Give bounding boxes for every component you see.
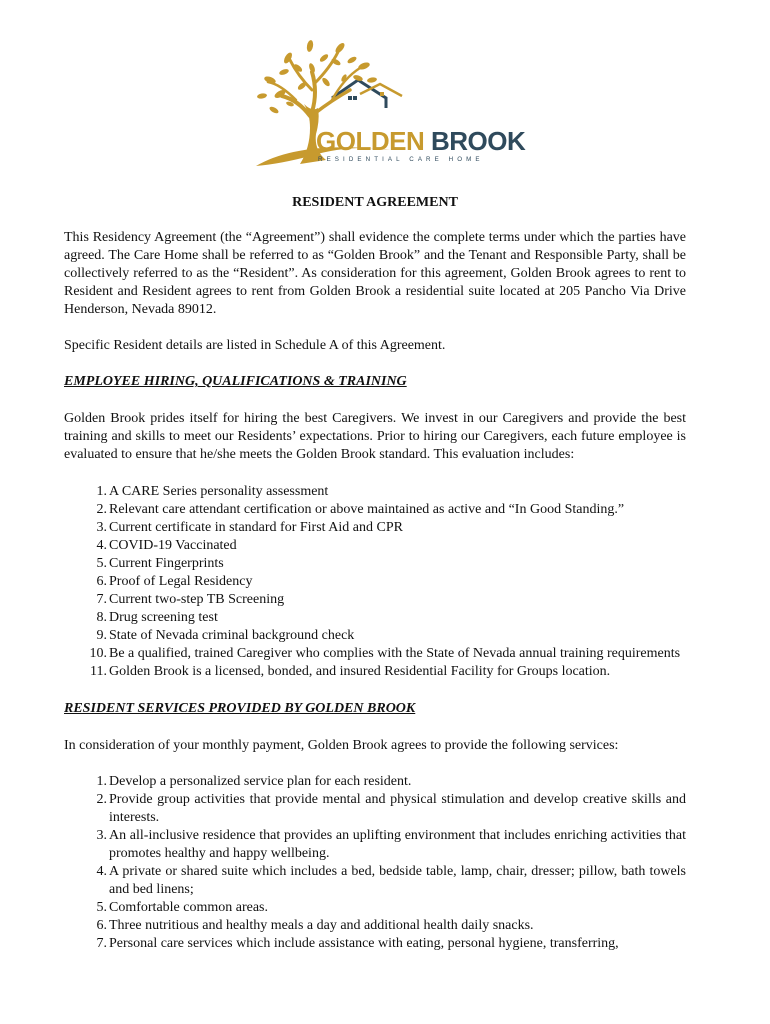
list-item-number: 8.: [96, 610, 107, 625]
brand-name: [316, 126, 525, 157]
list-item-number: 5.: [96, 556, 107, 571]
list-item: [64, 827, 686, 863]
list-item: [64, 591, 686, 609]
list-item: [64, 555, 686, 573]
list-item: [64, 519, 686, 537]
list-item-text: Current two-step TB Screening: [109, 592, 285, 607]
list-item: [64, 917, 686, 935]
list-item: [64, 863, 686, 899]
brand-tagline: RESIDENTIAL CARE HOME: [318, 156, 484, 163]
brand-name-navy: BROOK: [424, 126, 526, 156]
list-item-number: 4.: [96, 538, 107, 553]
list-item: [64, 645, 686, 663]
list-item-text: Be a qualified, trained Caregiver who complies with the State of Nevada annual training requirements: [109, 646, 681, 661]
list-item-text: Personal care services which include assistance with eating, personal hygiene, transferring,: [109, 936, 619, 951]
list-item-number: 5.: [96, 900, 107, 915]
list-item-number: 9.: [96, 628, 107, 643]
list-item-number: 6.: [96, 918, 107, 933]
list-item: [64, 935, 686, 953]
list-item-text: State of Nevada criminal background check: [109, 628, 355, 643]
list-item: [64, 773, 686, 791]
list-item-text: COVID-19 Vaccinated: [109, 538, 237, 553]
list-item: [64, 609, 686, 627]
services-paragraph: In consideration of your monthly payment, Golden Brook agrees to provide the following services:: [64, 738, 619, 753]
list-item-text: Relevant care attendant certification or above maintained as active and “In Good Standing.”: [109, 502, 625, 517]
list-item-text: Drug screening test: [109, 610, 218, 625]
list-item: [64, 899, 686, 917]
agreement-document: [64, 192, 686, 953]
list-item-number: 10.: [89, 646, 107, 661]
list-item-number: 7.: [96, 592, 107, 607]
list-item-text: Current Fingerprints: [109, 556, 224, 571]
hiring-paragraph: Golden Brook prides itself for hiring the best Caregivers. We invest in our Caregivers and provide the best training and skills to meet our Residents’ expectations. Prior to hiring our Caregivers, each future employee is evaluated to ensure that he/she meets the Golden Brook standard. This evaluation includes:: [64, 411, 686, 462]
schedule-paragraph: Specific Resident details are listed in Schedule A of this Agreement.: [64, 338, 446, 353]
list-item-text: Current certificate in standard for First Aid and CPR: [109, 520, 403, 535]
list-item-text: Comfortable common areas.: [109, 900, 269, 915]
list-item: [64, 537, 686, 555]
list-item: [64, 573, 686, 591]
list-item-number: 7.: [96, 936, 107, 951]
list-item-number: 4.: [96, 864, 107, 879]
list-item-number: 6.: [96, 574, 107, 589]
evaluation-list: [64, 483, 686, 681]
list-item-text: Develop a personalized service plan for each resident.: [109, 774, 412, 789]
list-item: [64, 501, 686, 519]
list-item-number: 3.: [96, 828, 107, 843]
list-item-number: 3.: [96, 520, 107, 535]
golden-brook-logo: [240, 38, 526, 178]
list-item-text: Three nutritious and healthy meals a day and additional health daily snacks.: [109, 918, 534, 933]
list-item-text: Golden Brook is a licensed, bonded, and insured Residential Facility for Groups location.: [109, 664, 611, 679]
list-item: [64, 791, 686, 827]
list-item-number: 1.: [96, 774, 107, 789]
services-list: [64, 773, 686, 953]
section-heading-services: RESIDENT SERVICES PROVIDED BY GOLDEN BROOK: [64, 701, 416, 716]
list-item: [64, 483, 686, 501]
list-item-text: A private or shared suite which includes a bed, bedside table, lamp, chair, dresser; pillow, bath towels and bed linens;: [109, 864, 686, 897]
list-item-text: Provide group activities that provide mental and physical stimulation and develop creative skills and interests.: [109, 792, 686, 825]
document-title: RESIDENT AGREEMENT: [292, 195, 458, 210]
list-item-text: A CARE Series personality assessment: [109, 484, 329, 499]
intro-paragraph: This Residency Agreement (the “Agreement”) shall evidence the complete terms under which the parties have agreed. The Care Home shall be referred to as “Golden Brook” and the Tenant and Responsible Party, shall be collectively referred to as the “Resident”. As consideration for this agreement, Golden Brook agrees to rent to Resident and Resident agrees to rent from Golden Brook a residential suite located at 205 Pancho Via Drive Henderson, Nevada 89012.: [64, 230, 686, 317]
list-item-number: 2.: [96, 792, 107, 807]
list-item: [64, 627, 686, 645]
list-item-number: 2.: [96, 502, 107, 517]
list-item-text: An all-inclusive residence that provides an uplifting environment that includes enriching activities that promotes healthy and happy wellbeing.: [109, 828, 686, 861]
section-heading-hiring: EMPLOYEE HIRING, QUALIFICATIONS & TRAINING: [64, 374, 407, 389]
list-item-number: 11.: [90, 664, 107, 679]
list-item-text: Proof of Legal Residency: [109, 574, 253, 589]
list-item: [64, 663, 686, 681]
list-item-number: 1.: [96, 484, 107, 499]
brand-name-gold: GOLDEN: [316, 126, 425, 156]
